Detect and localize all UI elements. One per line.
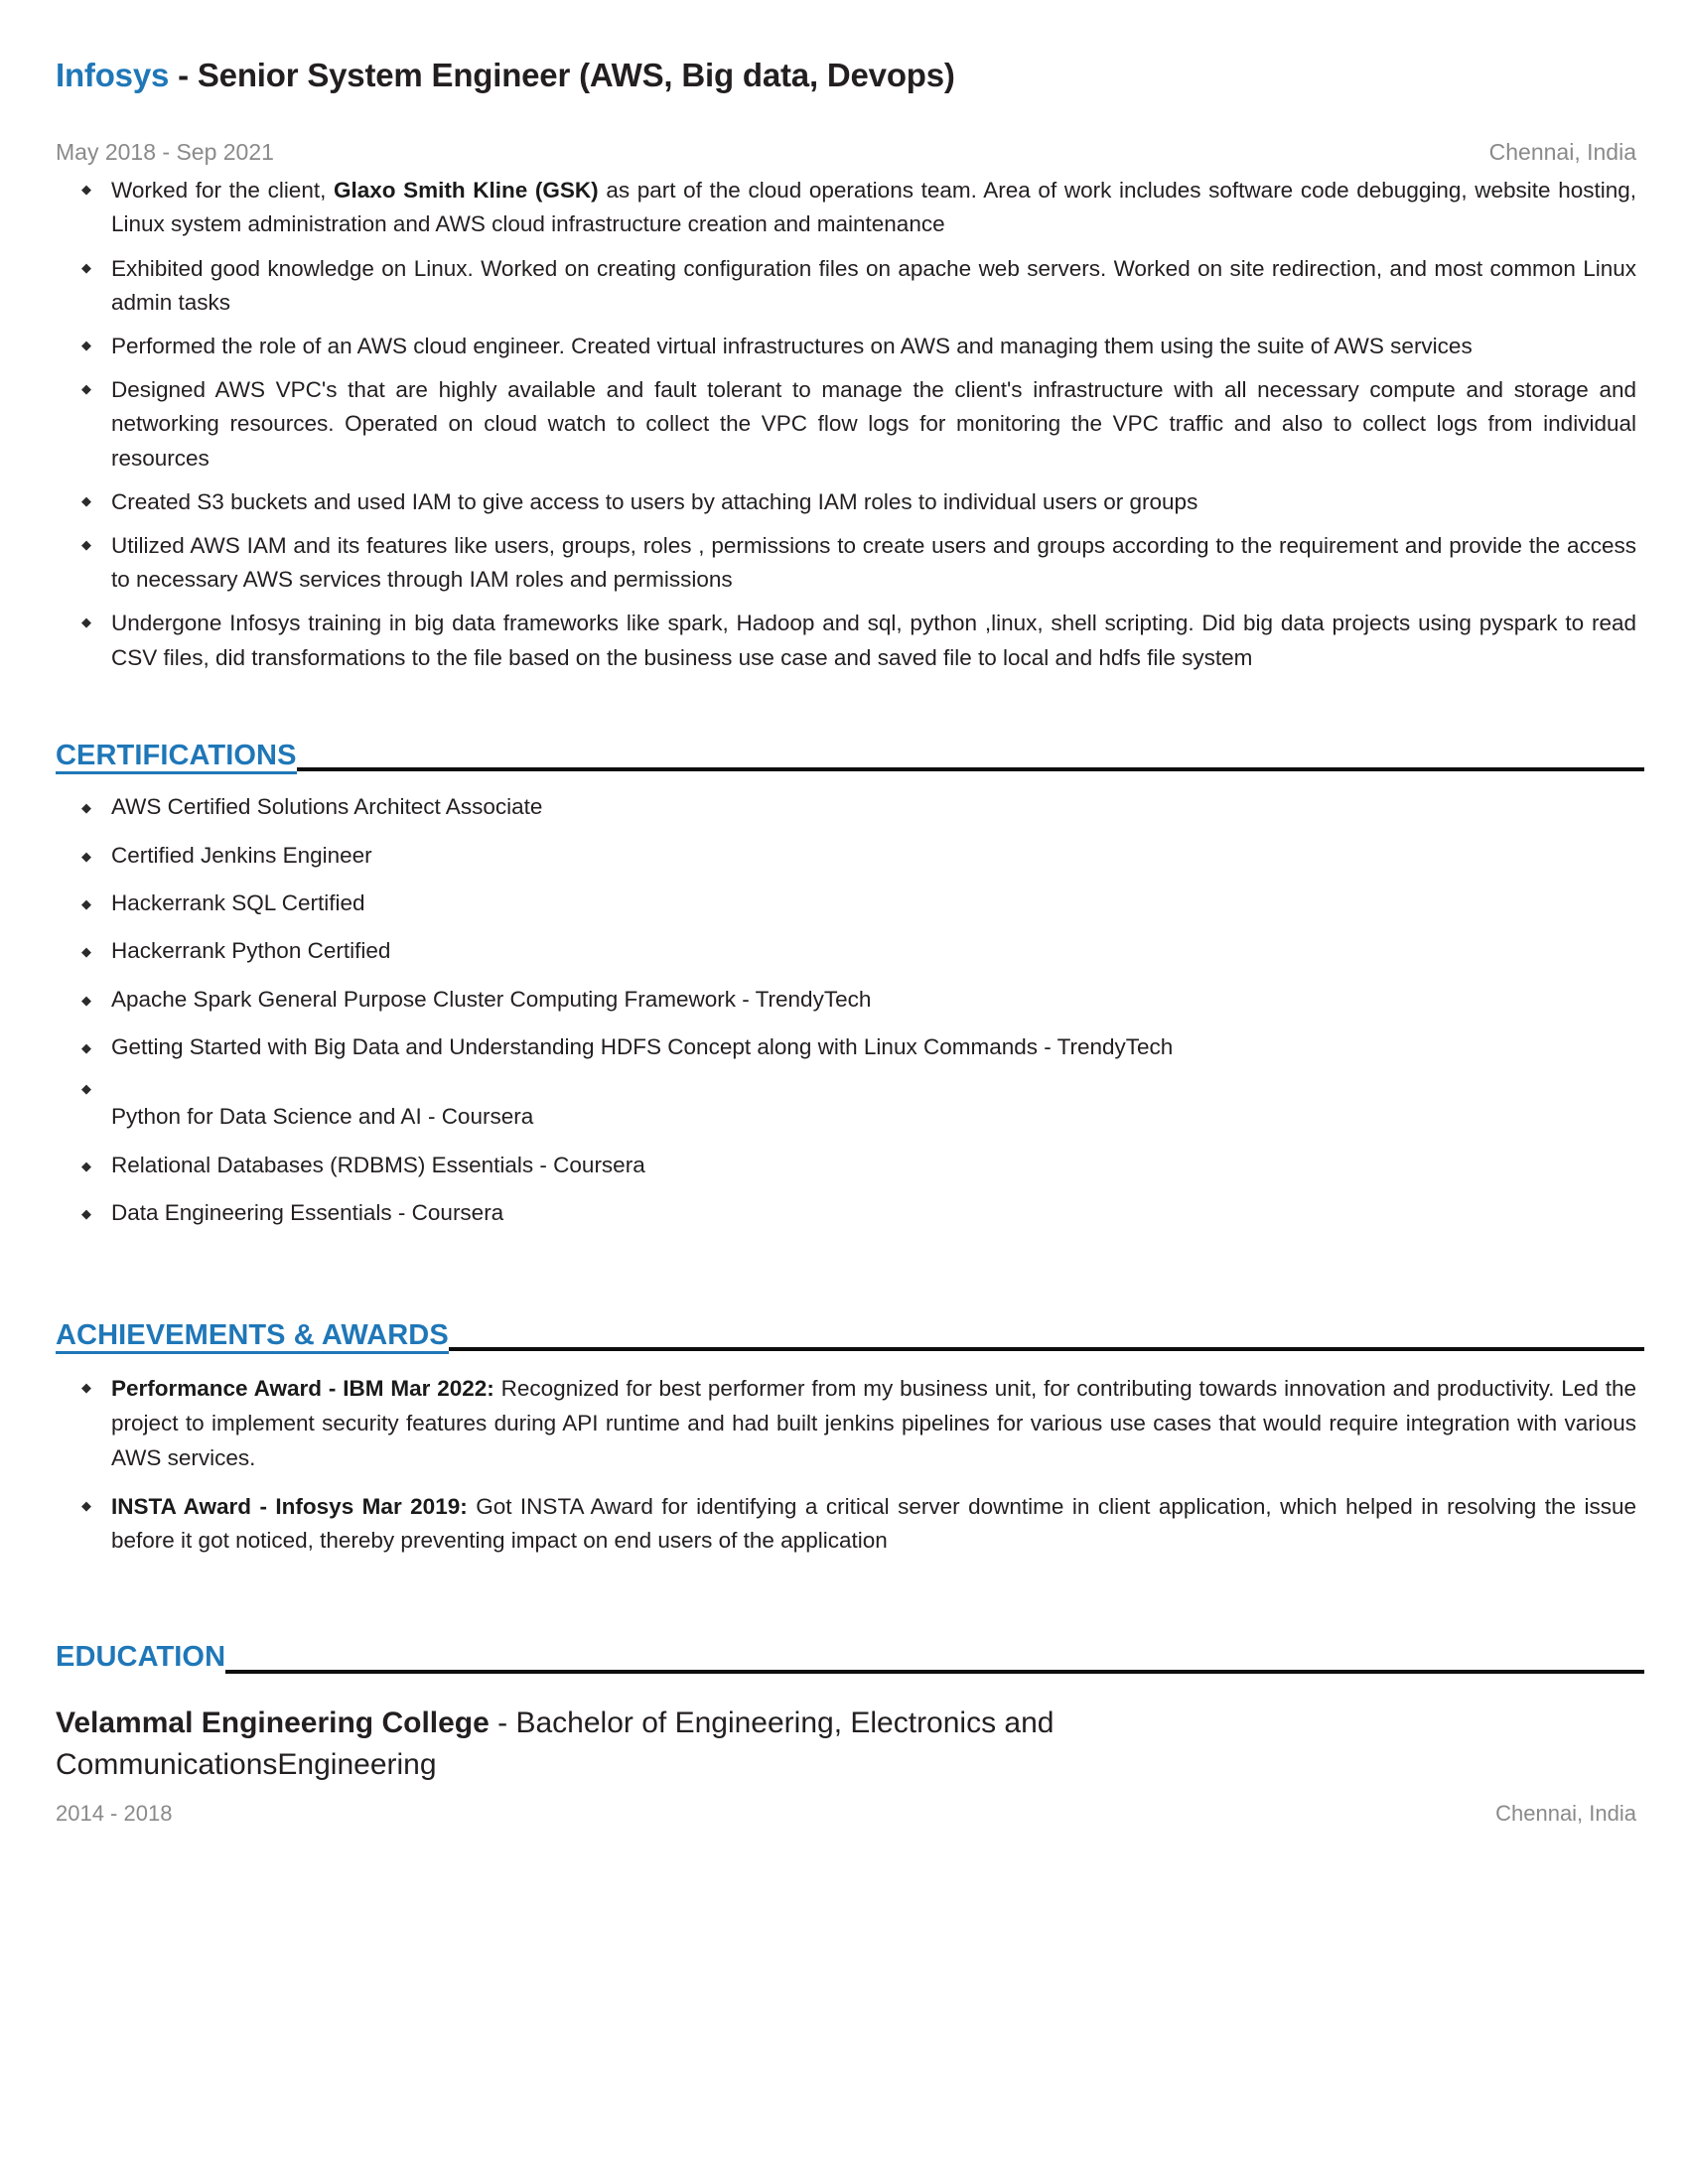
experience-bullet-list	[56, 174, 1656, 674]
experience-dates: May 2018 - Sep 2021	[56, 139, 274, 166]
list-item: ◆ Apache Spark General Purpose Cluster Computing Framework - TrendyTech	[56, 985, 1636, 1015]
education-heading: EDUCATION	[56, 1641, 226, 1674]
education-school: Velammal Engineering College	[56, 1706, 490, 1739]
education-location: Chennai, India	[1495, 1800, 1636, 1826]
education-divider	[225, 1670, 1644, 1674]
list-item: ◆ INSTA Award - Infosys Mar 2019: Got INSTA Award for identifying a critical server downtime in client application, which helped in resolving the issue before it got noticed, thereby preventing impact on end users of the application	[56, 1490, 1636, 1560]
spacer-before-certifications	[56, 685, 1656, 741]
list-item: ◆ Hackerrank SQL Certified	[56, 888, 1636, 918]
spacer-before-achievements	[56, 1247, 1656, 1320]
list-item: ◆ Exhibited good knowledge on Linux. Worked on creating configuration files on apache web servers. Worked on site redirection, and most common Linux admin tasks	[56, 252, 1636, 320]
list-item: ◆ Hackerrank Python Certified	[56, 936, 1636, 966]
list-item: ◆ Worked for the client, Glaxo Smith Kline (GSK) as part of the cloud operations team. Area of work includes software code debugging, website hosting, Linux system administration and AWS cloud infrastructure creation and maintenance	[56, 174, 1636, 241]
achievements-heading-row	[56, 1320, 1644, 1354]
list-item: ◆ AWS Certified Solutions Architect Associate	[56, 792, 1636, 822]
achievements-heading: ACHIEVEMENTS & AWARDS	[56, 1320, 449, 1354]
certifications-heading: CERTIFICATIONS	[56, 741, 297, 774]
title-separator: -	[169, 57, 198, 93]
education-dates: 2014 - 2018	[56, 1800, 173, 1826]
list-item: ◆ Data Engineering Essentials - Coursera	[56, 1198, 1636, 1228]
experience-location: Chennai, India	[1488, 139, 1636, 166]
list-item: ◆ Designed AWS VPC's that are highly available and fault tolerant to manage the client's infrastructure with all necessary compute and storage and networking resources. Operated on cloud watch to collect the VPC flow logs for monitoring the VPC traffic and also to collect logs from individual resources	[56, 373, 1636, 476]
achievements-list	[56, 1372, 1656, 1559]
certifications-divider	[297, 767, 1644, 771]
list-item: ◆ Utilized AWS IAM and its features like users, groups, roles , permissions to create users and groups according to the requirement and provide the access to necessary AWS services through IAM roles and permissions	[56, 529, 1636, 597]
education-entry	[56, 1703, 1358, 1787]
certifications-section	[56, 741, 1656, 1229]
achievements-section	[56, 1320, 1656, 1560]
spacer-before-education	[56, 1572, 1656, 1642]
education-degree: Bachelor of Engineering, Electronics and CommunicationsEngineering	[56, 1706, 1055, 1782]
list-item: ◆ Getting Started with Big Data and Understanding HDFS Concept along with Linux Commands - TrendyTech	[56, 1032, 1636, 1062]
list-item: ◆ Created S3 buckets and used IAM to give access to users by attaching IAM roles to individual users or groups	[56, 485, 1636, 519]
job-title	[56, 58, 1656, 93]
education-meta	[56, 1801, 1636, 1827]
job-role: Senior System Engineer (AWS, Big data, Devops)	[197, 57, 955, 93]
list-item: ◆ Certified Jenkins Engineer	[56, 841, 1636, 871]
education-heading-row	[56, 1642, 1644, 1676]
list-item: ◆ Performance Award - IBM Mar 2022: Recognized for best performer from my business unit, for contributing towards innovation and productivity. Led the project to implement security features during API runtime and had built jenkins pipelines for various use cases that would require integration with various AWS services.	[56, 1372, 1636, 1476]
list-item: ◆ Python for Data Science and AI - Coursera	[56, 1080, 1636, 1132]
list-item: ◆ Relational Databases (RDBMS) Essentials - Coursera	[56, 1151, 1636, 1180]
education-separator: -	[489, 1706, 516, 1739]
list-item: ◆ Undergone Infosys training in big data frameworks like spark, Hadoop and sql, python ,linux, shell scripting. Did big data projects using pyspark to read CSV files, did transformations to the file based on the business use case and saved file to local and hdfs file system	[56, 607, 1636, 674]
certifications-list	[56, 792, 1656, 1228]
achievements-divider	[449, 1347, 1644, 1351]
company-name: Infosys	[56, 57, 170, 93]
education-section	[56, 1642, 1656, 1827]
certifications-heading-row	[56, 741, 1644, 774]
experience-meta	[56, 139, 1636, 166]
list-item: ◆ Performed the role of an AWS cloud engineer. Created virtual infrastructures on AWS and managing them using the suite of AWS services	[56, 330, 1636, 363]
